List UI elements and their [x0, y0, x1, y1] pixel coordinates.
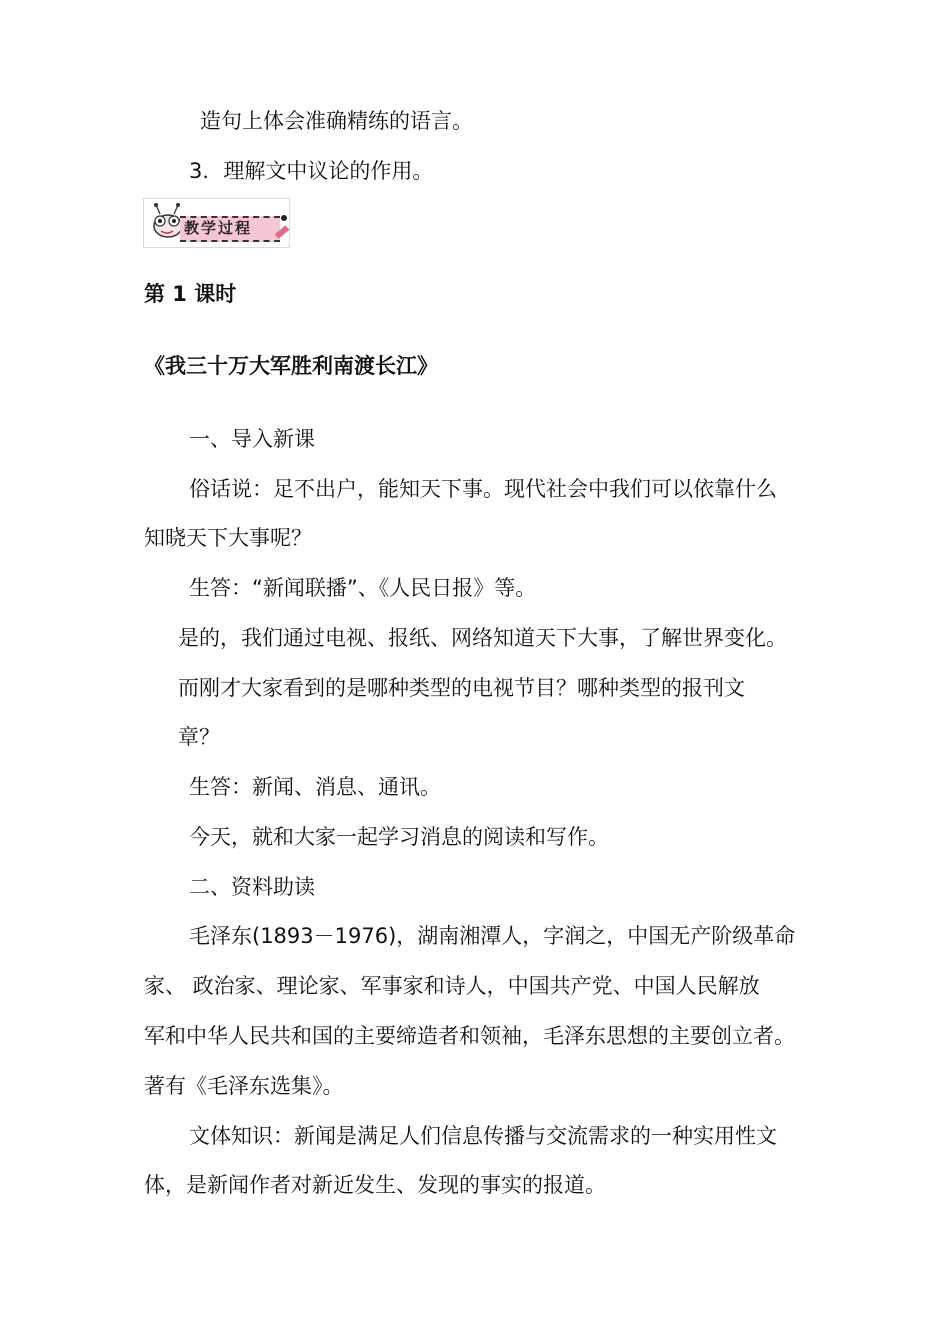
text-line: 文体知识：新闻是满足人们信息传播与交流需求的一种实用性文: [189, 1124, 777, 1148]
text-line: 今天，就和大家一起学习消息的阅读和写作。: [189, 825, 609, 849]
lesson-heading: 第 1 课时: [144, 282, 237, 306]
text-line: 毛泽东(1893－1976)，湖南湘潭人，字润之，中国无产阶级革命: [189, 924, 796, 948]
section-heading: 一、导入新课: [189, 427, 315, 451]
text-line: 俗话说：足不出户，能知天下事。现代社会中我们可以依靠什么: [189, 477, 777, 501]
article-title: 《我三十万大军胜利南渡长江》: [144, 354, 438, 378]
text-line: 是的，我们通过电视、报纸、网络知道天下大事，了解世界变化。: [178, 626, 787, 650]
text-line: 3．理解文中议论的作用。: [189, 159, 434, 183]
text-line: 知晓天下大事呢？: [144, 526, 312, 550]
text-line: 而刚才大家看到的是哪种类型的电视节目？哪种类型的报刊文: [178, 676, 745, 700]
badge-dot: [281, 215, 287, 221]
section-heading: 二、资料助读: [189, 875, 315, 899]
text-line: 著有《毛泽东选集》。: [144, 1074, 344, 1098]
text-line: 体，是新闻作者对新近发生、发现的事实的报道。: [144, 1173, 606, 1197]
badge-label: 教学过程: [184, 219, 253, 237]
text-line: 生答：新闻、消息、通讯。: [189, 775, 441, 799]
text-line: 军和中华人民共和国的主要缔造者和领袖，毛泽东思想的主要创立者。: [144, 1024, 795, 1048]
text-line: 生答：“新闻联播”、《人民日报》等。: [189, 576, 537, 600]
section-badge: [143, 198, 290, 248]
text-line: 家、 政治家、理论家、军事家和诗人，中国共产党、中国人民解放: [144, 974, 760, 998]
text-line: 章？: [178, 725, 220, 749]
text-line: 造句上体会准确精练的语言。: [200, 109, 473, 133]
